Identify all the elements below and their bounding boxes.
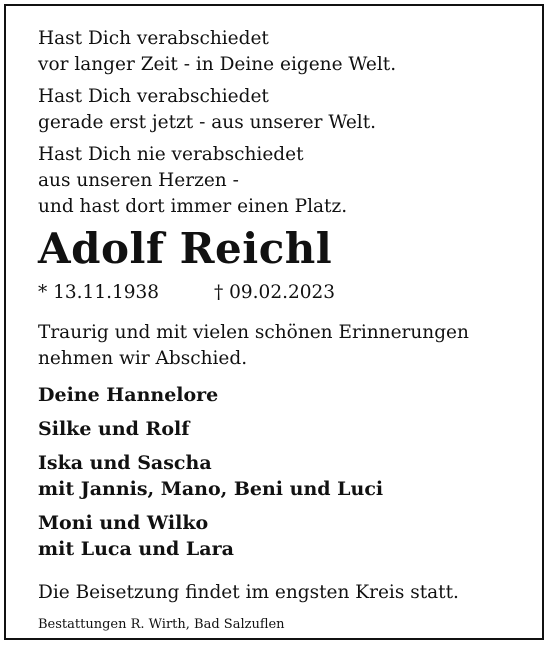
mourner-line: mit Jannis, Mano, Beni und Luci <box>38 478 384 500</box>
mourner-line: Iska und Sascha <box>38 452 212 474</box>
message-line: nehmen wir Abschied. <box>38 348 248 369</box>
mourner-line: mit Luca und Lara <box>38 538 234 560</box>
funeral-note: Die Beisetzung findet im engsten Kreis statt. <box>38 582 459 603</box>
poem-line: und hast dort immer einen Platz. <box>38 196 348 217</box>
mourner-line: Moni und Wilko <box>38 512 209 534</box>
poem-line: Hast Dich nie verabschiedet <box>38 144 304 165</box>
death-date: † 09.02.2023 <box>214 282 336 303</box>
farewell-message <box>38 320 518 372</box>
mourners <box>38 382 518 562</box>
message-line: Traurig und mit vielen schönen Erinnerungen <box>38 322 469 343</box>
life-dates <box>38 280 518 306</box>
mourner-line: Silke und Rolf <box>38 418 190 440</box>
poem-line: gerade erst jetzt - aus unserer Welt. <box>38 112 377 133</box>
poem-line: aus unseren Herzen - <box>38 170 239 191</box>
mourner-group <box>38 510 518 562</box>
mourner-line: Deine Hannelore <box>38 384 219 406</box>
undertaker-credit: Bestattungen R. Wirth, Bad Salzuflen <box>38 617 285 632</box>
poem-verse <box>38 142 518 220</box>
obituary-content <box>38 26 518 634</box>
poem-line: Hast Dich verabschiedet <box>38 86 269 107</box>
poem-line: Hast Dich verabschiedet <box>38 28 269 49</box>
poem-line: vor langer Zeit - in Deine eigene Welt. <box>38 54 397 75</box>
mourner-group <box>38 450 518 502</box>
poem <box>38 26 518 220</box>
poem-verse <box>38 26 518 78</box>
mourner-group <box>38 382 518 408</box>
birth-date: * 13.11.1938 <box>38 282 160 303</box>
deceased-name: Adolf Reichl <box>38 224 333 273</box>
poem-verse <box>38 84 518 136</box>
mourner-group <box>38 416 518 442</box>
